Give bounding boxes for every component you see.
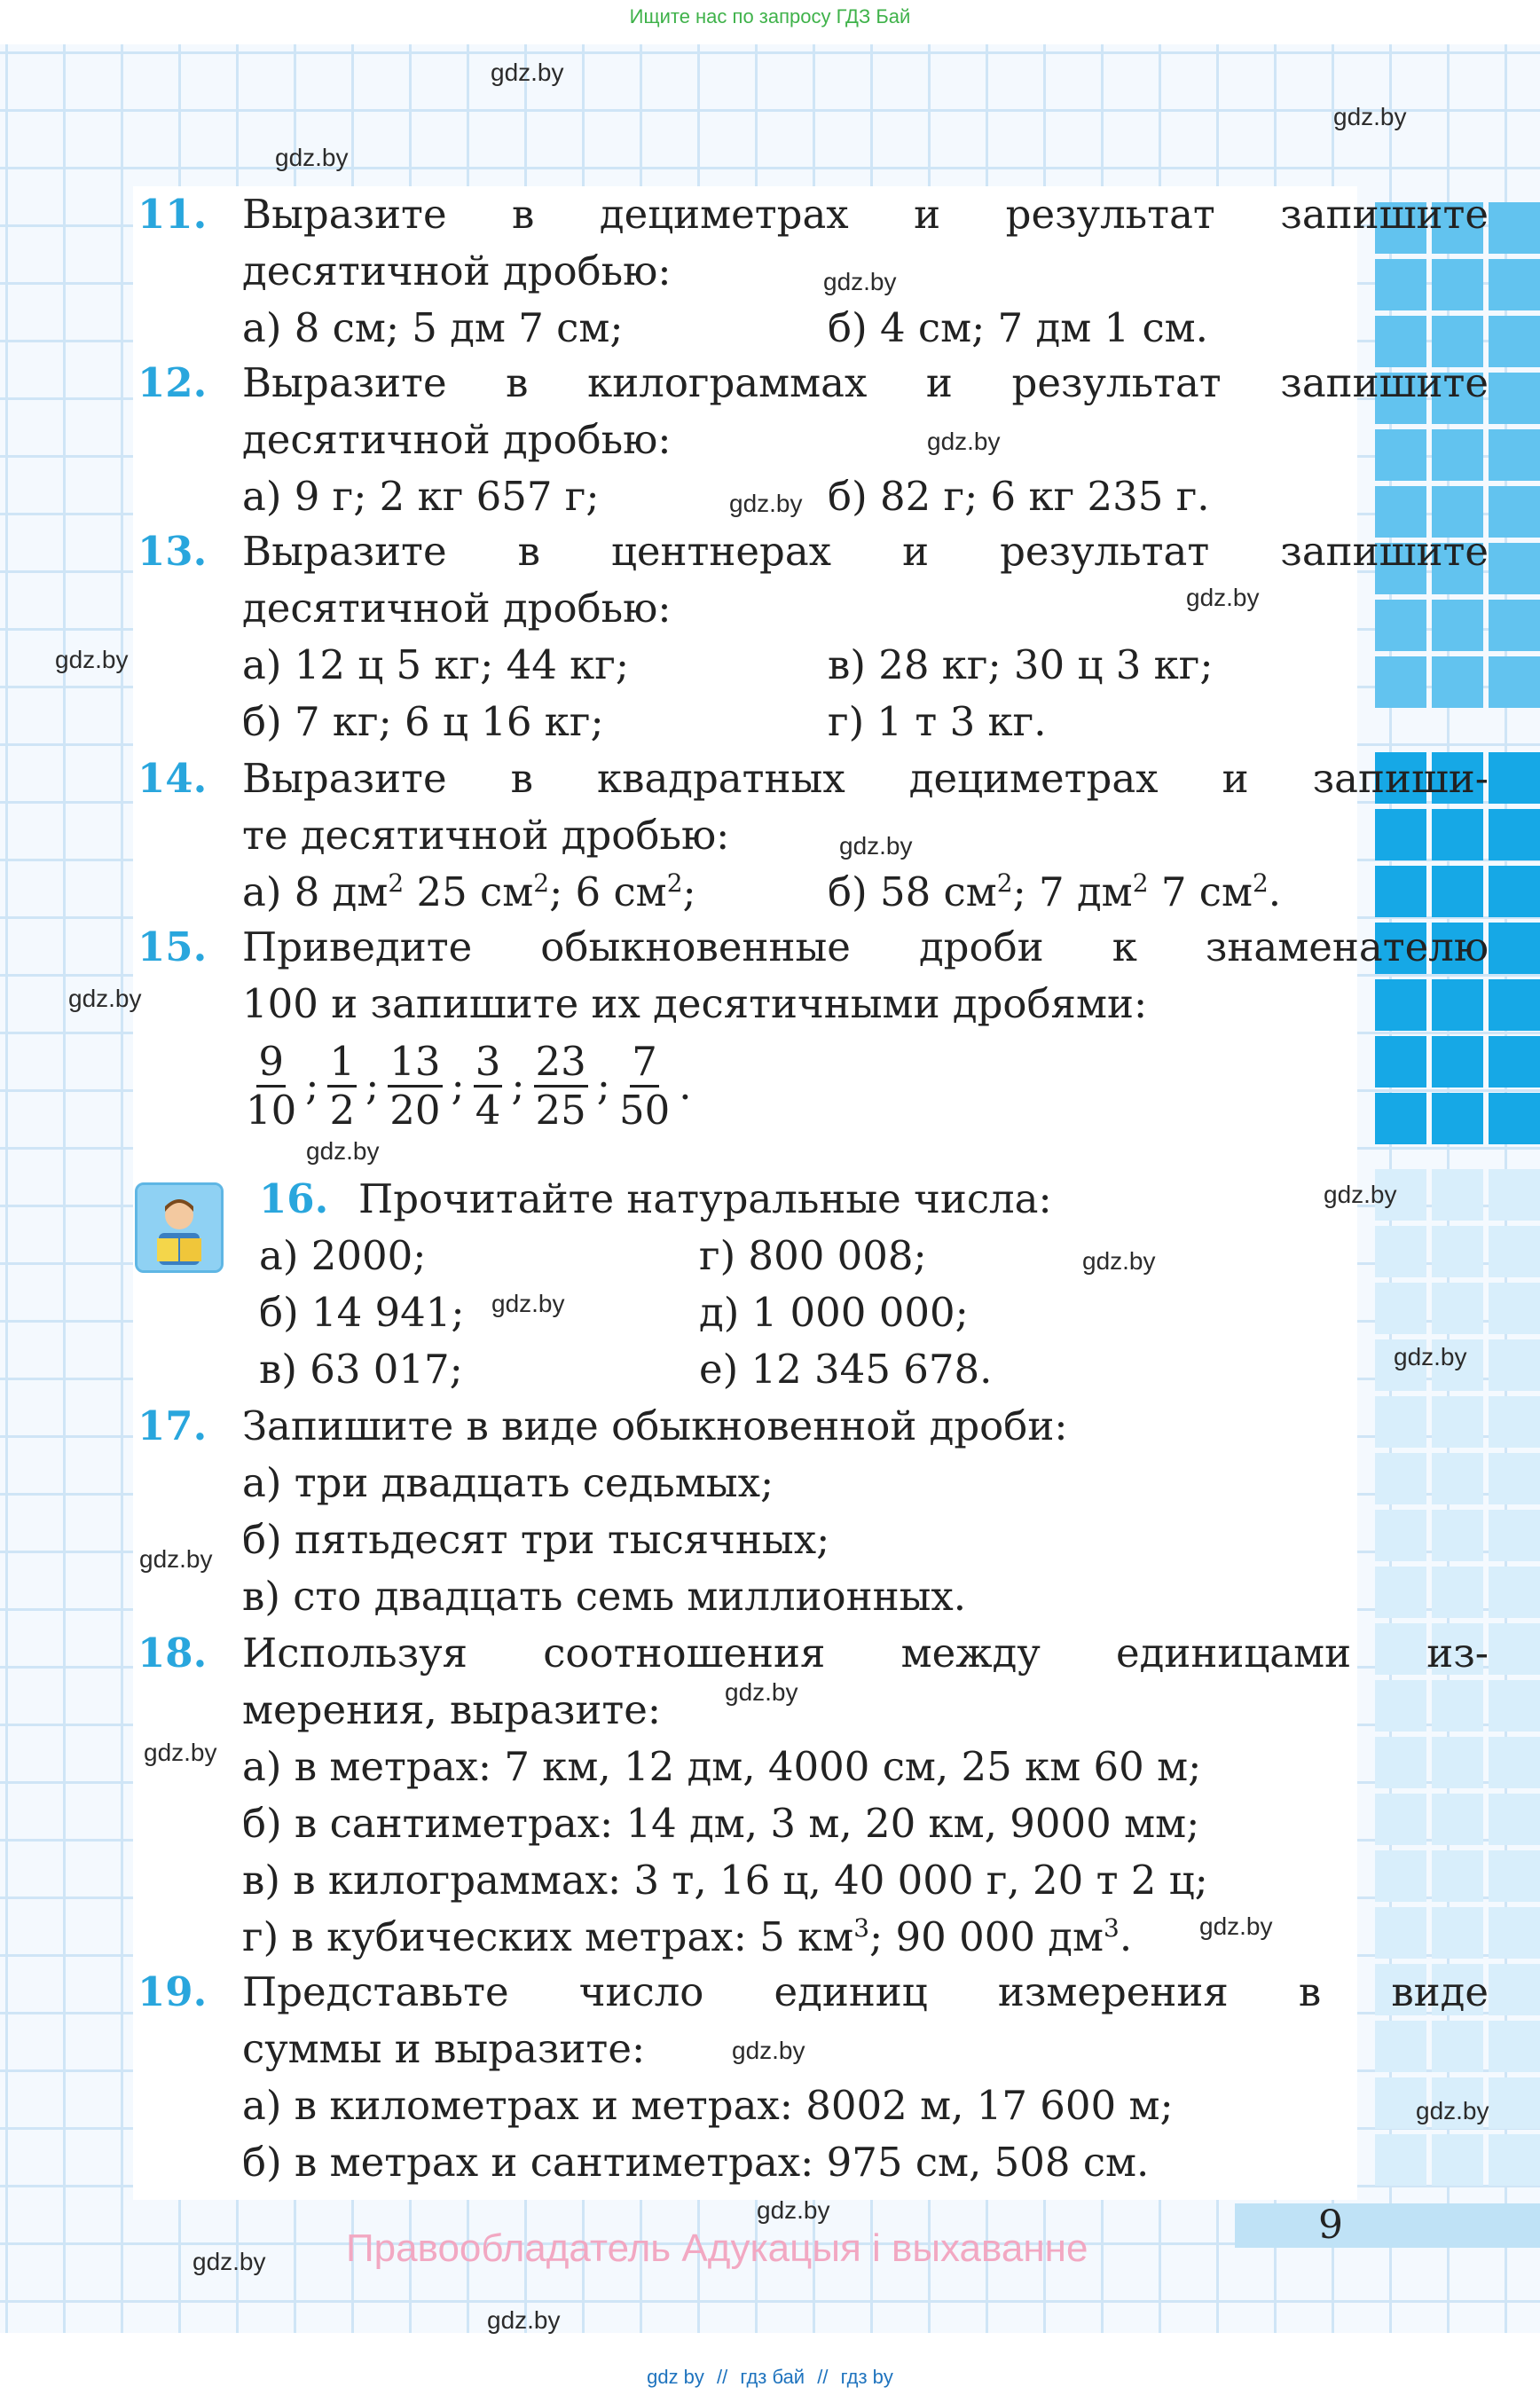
item-v: в) 28 кг; 30 ц 3 кг; [828, 641, 1214, 688]
watermark[interactable]: gdz.by [306, 1137, 380, 1165]
watermark[interactable]: gdz.by [1082, 1247, 1156, 1275]
banner-link[interactable]: гдз бай [740, 2366, 805, 2388]
item-v: в) сто двадцать семь миллионных. [242, 1573, 967, 1620]
watermark[interactable]: gdz.by [1333, 103, 1407, 130]
exercise-number: 14. [138, 755, 208, 802]
watermark[interactable]: gdz.by [192, 2248, 266, 2275]
reading-boy-icon [135, 1182, 224, 1273]
fraction: $\frac{1}{2}$ [329, 1037, 356, 1134]
exercise-15 [138, 919, 1489, 1139]
item-a: а) 2000; [259, 1232, 427, 1279]
exercise-16 [259, 1171, 1350, 1398]
item-b: б) 14 941; [259, 1289, 465, 1336]
item-b: б) 7 кг; 6 ц 16 кг; [242, 698, 604, 745]
item-b: б) 4 см; 7 дм 1 см. [828, 304, 1208, 351]
exercise-number: 19. [138, 1968, 208, 2015]
item-a: а) в метрах: 7 км, 12 дм, 4000 см, 25 км 60 м; [242, 1743, 1202, 1790]
item-b: б) в метрах и сантиметрах: 975 см, 508 см. [242, 2139, 1150, 2186]
exercise-number: 15. [138, 923, 208, 970]
copyright-notice: Правообладатель Адукацыя і выхаванне [346, 2226, 1088, 2270]
exercise-number: 12. [138, 359, 208, 406]
top-banner[interactable]: Ищите нас по запросу ГДЗ Бай [629, 5, 911, 27]
fraction: $\frac{9}{10}$ [246, 1037, 297, 1134]
exercise-number: 16. [259, 1175, 329, 1222]
exercise-number: 18. [138, 1629, 208, 1677]
watermark[interactable]: gdz.by [139, 1545, 213, 1573]
item-b: б) 82 г; 6 кг 235 г. [828, 473, 1210, 520]
watermark[interactable]: gdz.by [487, 2306, 561, 2334]
watermark[interactable]: gdz.by [1416, 2097, 1489, 2124]
fraction: $\frac{13}{20}$ [389, 1037, 441, 1134]
fraction: $\frac{23}{25}$ [535, 1037, 586, 1134]
watermark[interactable]: gdz.by [823, 268, 897, 295]
item-e: е) 12 345 678. [699, 1346, 993, 1393]
page-number: 9 [1318, 2203, 1343, 2248]
watermark[interactable]: gdz.by [732, 2037, 805, 2064]
exercise-text: 100 и запишите их десятичными дробями: [242, 980, 1148, 1027]
exercise-text: десятичной дробью: [242, 416, 672, 463]
exercise-text: Представьте число единиц измерения в виде [242, 1968, 1489, 2015]
exercise-number: 17. [138, 1402, 208, 1449]
banner-link[interactable]: гдз by [840, 2366, 893, 2388]
page-number-bar [1235, 2203, 1540, 2248]
exercise-number: 11. [138, 191, 208, 238]
exercise-17 [138, 1398, 1353, 1625]
item-v: в) в килограммах: 3 т, 16 ц, 40 000 г, 20 т 2 ц; [242, 1857, 1208, 1904]
watermark[interactable]: gdz.by [491, 59, 564, 86]
banner-link[interactable]: gdz by [647, 2366, 704, 2388]
banner-separator: // [817, 2366, 829, 2388]
fraction: $\frac{7}{50}$ [618, 1037, 671, 1134]
watermark[interactable]: gdz.by [144, 1739, 217, 1766]
exercise-text: Выразите в квадратных дециметрах и запиши- [242, 755, 1489, 802]
exercise-text: десятичной дробью: [242, 585, 672, 632]
item-a: а) в километрах и метрах: 8002 м, 17 600 м; [242, 2082, 1174, 2129]
exercise-18 [138, 1625, 1489, 1966]
item-b: б) 58 $см^2$; 7 $дм^2$ 7 $см^2$. [828, 868, 1282, 915]
item-b: б) пятьдесят три тысячных; [242, 1516, 830, 1563]
watermark[interactable]: gdz.by [729, 490, 803, 517]
exercise-text: Прочитайте натуральные числа: [358, 1175, 1052, 1222]
watermark[interactable]: gdz.by [1199, 1912, 1273, 1940]
exercise-text: Приведите обыкновенные дроби к знаменателю [242, 923, 1489, 970]
exercise-text: Используя соотношения между единицами из- [242, 1629, 1489, 1677]
item-d: д) 1 000 000; [699, 1289, 969, 1336]
watermark[interactable]: gdz.by [275, 144, 349, 171]
item-v: в) 63 017; [259, 1346, 463, 1393]
exercise-text: Выразите в дециметрах и результат запишите [242, 191, 1489, 238]
exercise-text: Выразите в центнерах и результат запишите [242, 528, 1489, 575]
banner-separator: // [717, 2366, 728, 2388]
exercise-13 [138, 523, 1489, 750]
item-g: г) 1 т 3 кг. [828, 698, 1047, 745]
bottom-banner[interactable] [0, 2366, 1540, 2389]
item-a: а) 9 г; 2 кг 657 г; [242, 473, 600, 520]
exercise-text: те десятичной дробью: [242, 812, 730, 859]
watermark[interactable]: gdz.by [725, 1678, 798, 1706]
watermark[interactable]: gdz.by [1324, 1181, 1397, 1208]
exercise-text: Выразите в килограммах и результат запишите [242, 359, 1489, 406]
item-a: а) 8 см; 5 дм 7 см; [242, 304, 624, 351]
fractions-list: $\frac{9}{10}$ ; $\frac{1}{2}$ ; $\frac{13}{20}$ ; $\frac{3}{4}$ ; $\frac{23}{25}$ ; $\frac{7}{50}$ . [246, 1037, 692, 1134]
exercise-text: мерения, выразите: [242, 1686, 662, 1733]
item-b: б) в сантиметрах: 14 дм, 3 м, 20 км, 9000 мм; [242, 1800, 1200, 1847]
watermark[interactable]: gdz.by [927, 428, 1001, 455]
exercise-11 [138, 186, 1489, 357]
watermark[interactable]: gdz.by [757, 2196, 830, 2224]
exercise-text: суммы и выразите: [242, 2025, 646, 2072]
item-a: а) 8 $дм^2$ 25 $см^2$; 6 $см^2$; [242, 868, 696, 915]
item-g: г) в кубических метрах: 5 $км^3$; 90 000 $дм^3$. [242, 1913, 1133, 1960]
decor-tiles-light [1375, 202, 1540, 708]
watermark[interactable]: gdz.by [839, 832, 913, 860]
watermark[interactable]: gdz.by [491, 1290, 565, 1317]
item-g: г) 800 008; [699, 1232, 927, 1279]
watermark[interactable]: gdz.by [1186, 584, 1260, 611]
watermark[interactable]: gdz.by [55, 646, 129, 673]
exercise-number: 13. [138, 528, 208, 575]
watermark[interactable]: gdz.by [68, 985, 142, 1012]
exercise-text: десятичной дробью: [242, 247, 672, 294]
fraction: $\frac{3}{4}$ [475, 1037, 501, 1134]
item-a: а) три двадцать седьмых; [242, 1459, 774, 1506]
watermark[interactable]: gdz.by [1394, 1343, 1467, 1370]
exercise-text: Запишите в виде обыкновенной дроби: [242, 1402, 1068, 1449]
exercise-14 [138, 750, 1489, 921]
item-a: а) 12 ц 5 кг; 44 кг; [242, 641, 630, 688]
